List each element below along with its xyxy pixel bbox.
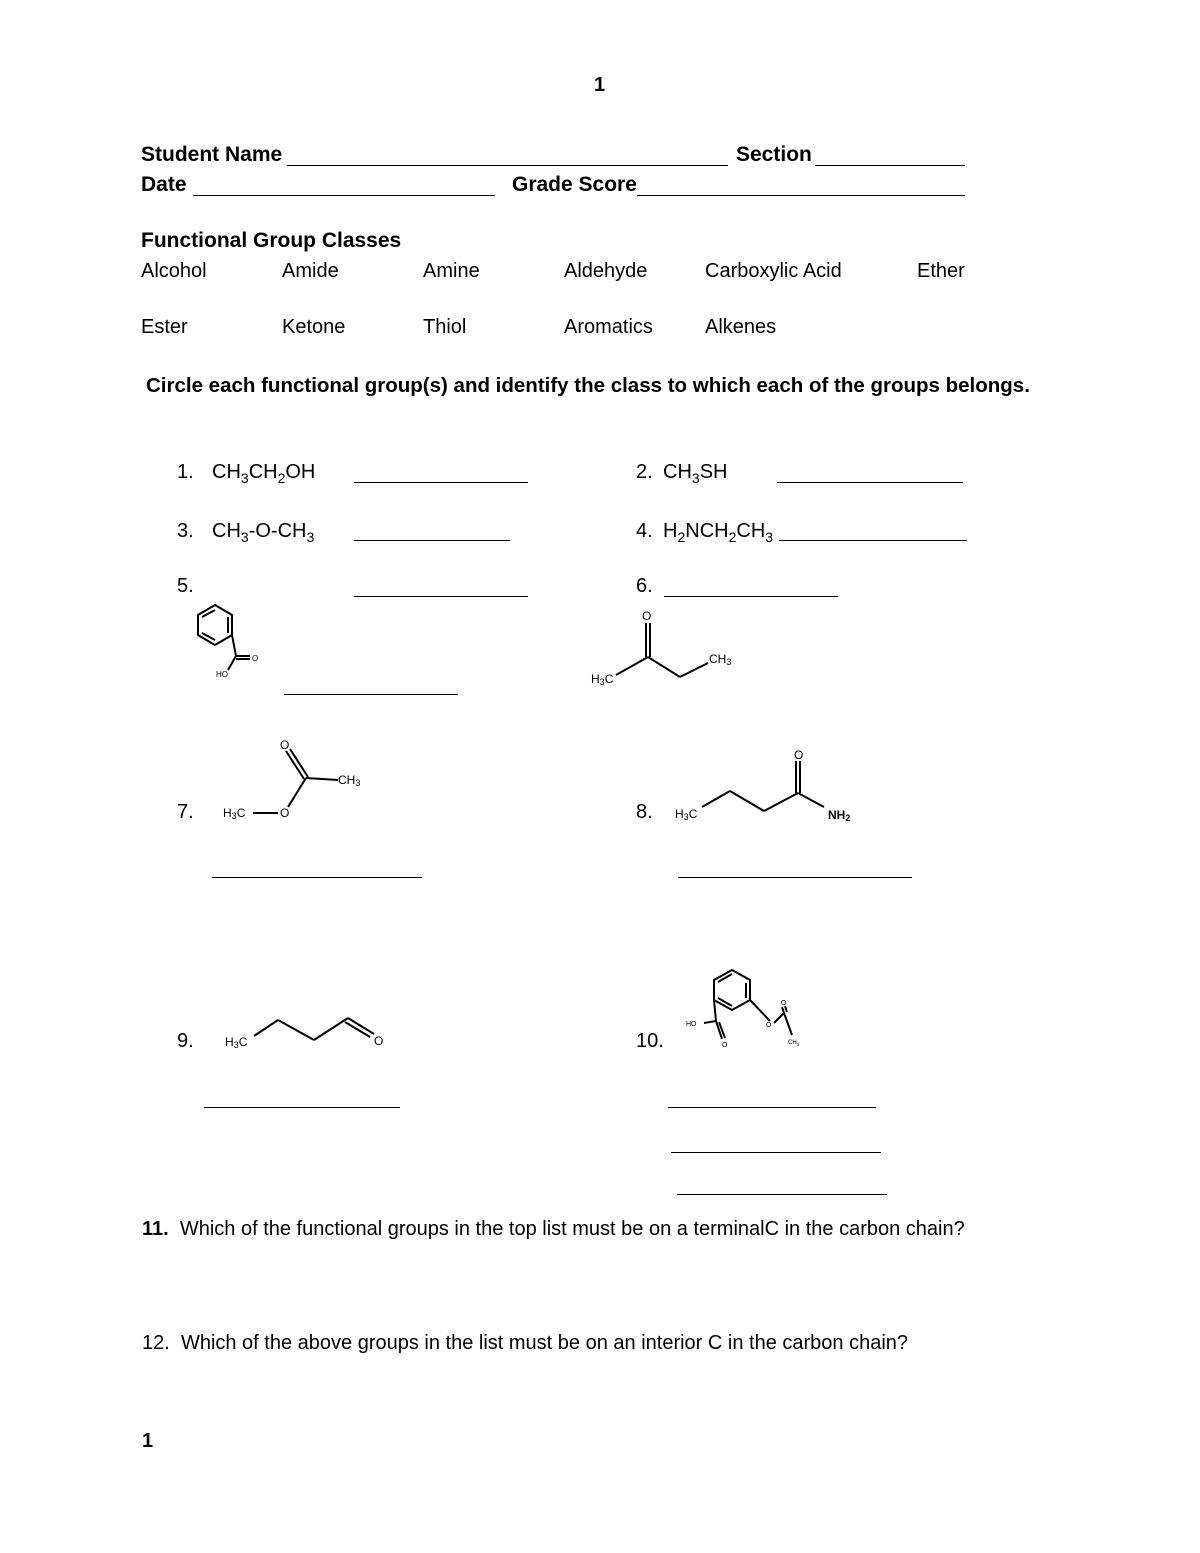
problem-10-answer-3[interactable] xyxy=(677,1194,887,1195)
grade-score-field[interactable] xyxy=(637,195,965,196)
butanone-structure xyxy=(588,605,748,690)
problem-4-answer[interactable] xyxy=(779,540,967,541)
s10-o1-label: O xyxy=(722,1042,728,1049)
s7-ch3-label: CH3 xyxy=(338,773,361,788)
problem-2-number: 2. xyxy=(636,461,653,483)
problem-1-formula: $CH_3CH_2OH$ xyxy=(212,461,316,486)
problem-8-number: 8. xyxy=(636,801,653,823)
problem-1-number: 1. xyxy=(177,461,194,483)
problem-10-answer-2[interactable] xyxy=(671,1152,881,1153)
page-number-bottom: 1 xyxy=(142,1430,154,1452)
class-item: Aldehyde xyxy=(564,260,648,282)
student-name-field[interactable] xyxy=(287,165,728,166)
s6-ch3-label: CH3 xyxy=(709,652,732,667)
s7-o-label: O xyxy=(280,806,290,820)
class-item: Thiol xyxy=(423,316,467,338)
butanamide-structure xyxy=(672,745,862,830)
s6-o-label: O xyxy=(642,609,652,623)
date-field[interactable] xyxy=(193,195,495,196)
s10-ho-label: HO xyxy=(686,1021,697,1028)
class-item: Amine xyxy=(423,260,480,282)
butanal-structure xyxy=(222,1008,402,1053)
student-name-label: Student Name xyxy=(141,143,283,166)
class-item: Aromatics xyxy=(564,316,653,338)
problem-3-answer[interactable] xyxy=(354,540,510,541)
question-11 xyxy=(142,1218,965,1241)
problem-9-answer[interactable] xyxy=(204,1107,400,1108)
problem-2-formula: $CH_3SH$ xyxy=(663,461,728,486)
section-label: Section xyxy=(736,143,812,166)
problem-9-number: 9. xyxy=(177,1030,194,1052)
problem-5-number: 5. xyxy=(177,575,194,597)
s10-ch3-label: $CH_3$ xyxy=(788,1040,800,1047)
grade-score-label: Grade Score xyxy=(512,173,637,196)
s7-o-top-label: O xyxy=(280,738,290,752)
problem-7-answer[interactable] xyxy=(212,877,422,878)
problem-3-formula: $CH_3-O-CH_3$ xyxy=(212,520,315,545)
instruction: Circle each functional group(s) and identify the class to which each of the groups belongs. xyxy=(146,374,1030,397)
s5-o-label: O xyxy=(252,654,259,663)
problem-1-answer[interactable] xyxy=(354,482,528,483)
problem-8-answer[interactable] xyxy=(678,877,912,878)
s9-o-label: O xyxy=(374,1034,384,1048)
problem-10-number: 10. xyxy=(636,1030,664,1052)
class-item: Ether xyxy=(917,260,965,282)
problem-4-number: 4. xyxy=(636,520,653,542)
classes-title: Functional Group Classes xyxy=(141,229,402,252)
question-12-number: 12. xyxy=(142,1332,170,1354)
problem-10-answer-1[interactable] xyxy=(668,1107,876,1108)
s10-o2-label: O xyxy=(766,1022,772,1029)
s6-h3c-label: H3C xyxy=(591,672,614,687)
s8-h3c-label: H3C xyxy=(675,807,698,822)
section-field[interactable] xyxy=(815,165,965,166)
class-item: Ester xyxy=(141,316,188,338)
problem-5-answer-2[interactable] xyxy=(284,694,458,695)
problem-3-number: 3. xyxy=(177,520,194,542)
class-item: Alcohol xyxy=(141,260,207,282)
problem-7-number: 7. xyxy=(177,801,194,823)
page-number-top: 1 xyxy=(594,74,606,96)
s5-oh-label: HO xyxy=(216,670,228,679)
question-11-text: Which of the functional groups in the top list must be on a terminalC in the carbon chain? xyxy=(179,1218,965,1240)
class-item: Carboxylic Acid xyxy=(705,260,842,282)
class-item: Amide xyxy=(282,260,339,282)
problem-2-answer[interactable] xyxy=(777,482,963,483)
methyl-acetate-structure xyxy=(220,735,380,830)
s8-o-label: O xyxy=(794,748,804,762)
question-12-text: Which of the above groups in the list must be on an interior C in the carbon chain? xyxy=(180,1332,909,1354)
s9-h3c-label: H3C xyxy=(225,1035,248,1050)
s7-h3c-label: H3C xyxy=(223,806,246,821)
benzoic-acid-structure xyxy=(190,600,270,685)
aspirin-structure xyxy=(680,965,810,1050)
date-label: Date xyxy=(141,173,187,196)
problem-6-answer[interactable] xyxy=(664,596,838,597)
class-item: Alkenes xyxy=(705,316,777,338)
s8-nh2-label: NH2 xyxy=(828,808,851,823)
problem-4-formula: $H_2NCH_2CH_3$ xyxy=(663,520,774,545)
question-12 xyxy=(142,1332,908,1355)
problem-5-answer[interactable] xyxy=(354,596,528,597)
problem-6-number: 6. xyxy=(636,575,653,597)
s10-o3-label: O xyxy=(781,1000,787,1007)
class-item: Ketone xyxy=(282,316,346,338)
question-11-number: 11. xyxy=(142,1218,169,1240)
